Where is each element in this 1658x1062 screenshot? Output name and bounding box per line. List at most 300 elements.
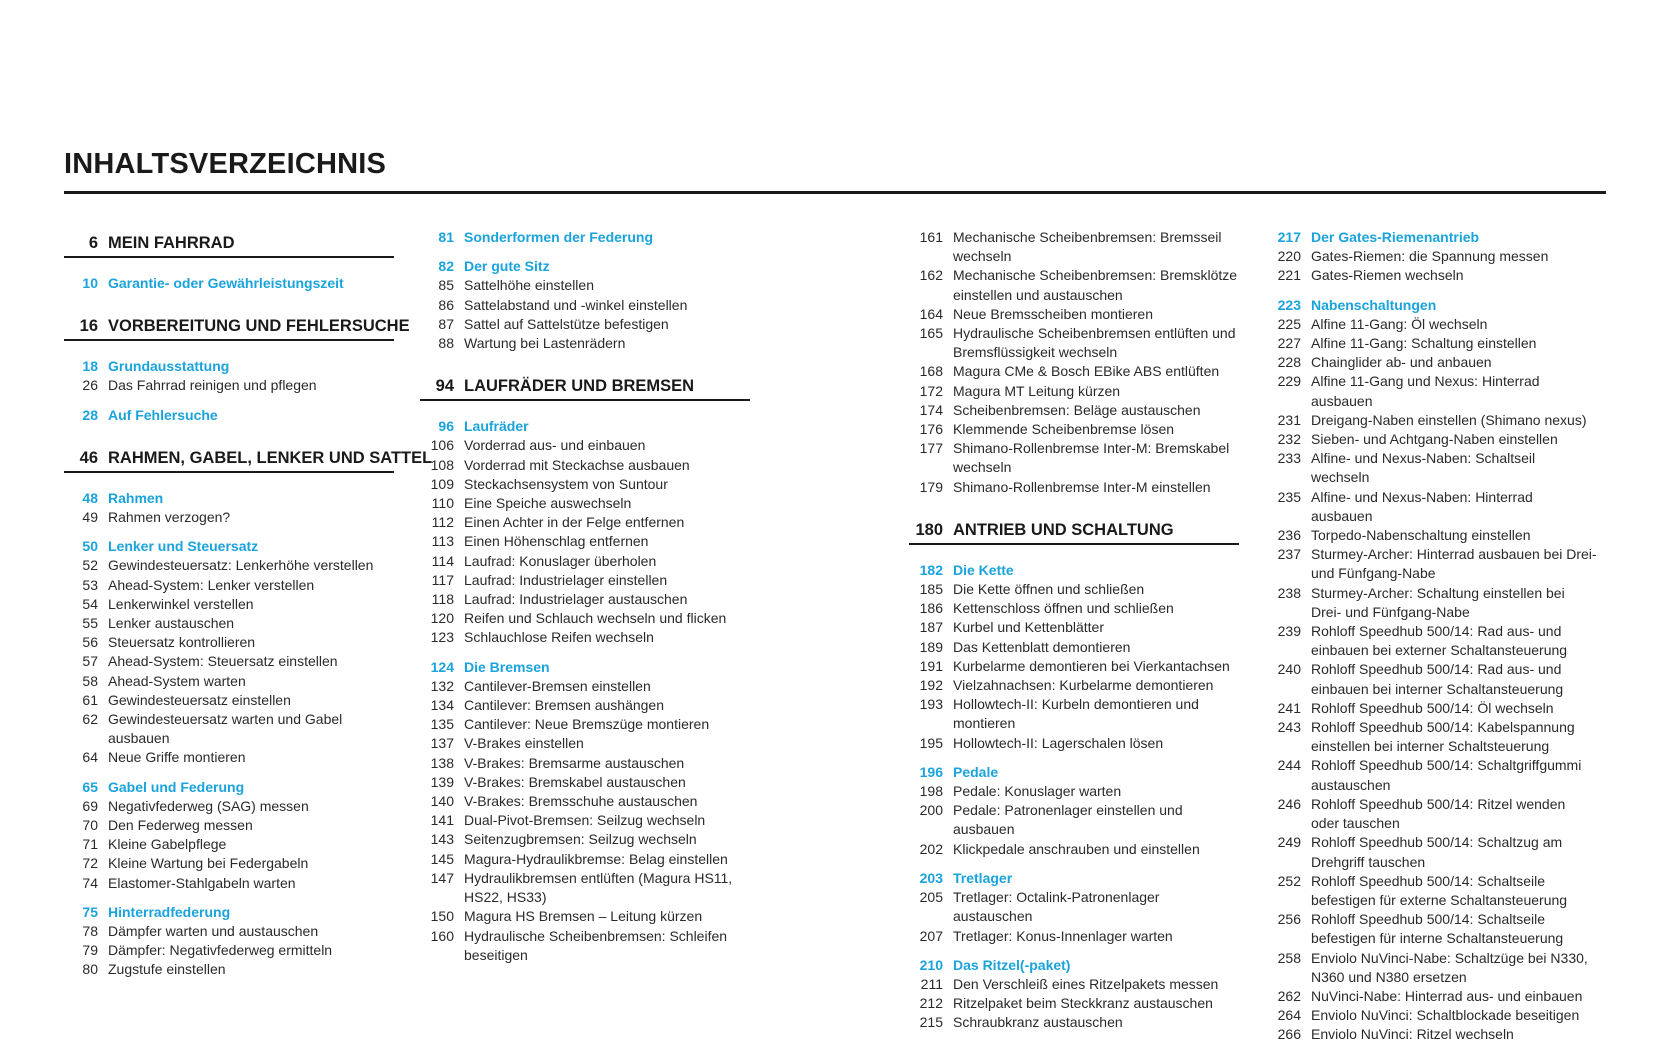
toc-page-number: 46 [79,448,98,467]
toc-entry-text: Seitenzugbremsen: Seilzug wechseln [464,831,697,848]
toc-entry-text: Steckachsensystem von Suntour [464,475,668,492]
toc-page-number: 223 [1277,296,1301,313]
toc-item[interactable] [420,590,750,609]
toc-entry-text: V-Brakes: Bremsschuhe austauschen [464,793,698,810]
toc-item[interactable] [1267,622,1597,660]
toc-entry-text: Der gute Sitz [464,258,550,275]
toc-entry-text: Schraubkranz austauschen [953,1014,1123,1031]
toc-section[interactable] [909,763,1239,782]
toc-entry-text: Grundausstattung [108,358,230,375]
toc-entry-text: Ahead-System: Steuersatz einstellen [108,653,338,670]
toc-page-number: 147 [430,869,454,886]
toc-section[interactable] [909,956,1239,975]
toc-page-number: 211 [920,975,943,992]
toc-page-number: 54 [82,595,98,612]
toc-item[interactable] [64,941,394,960]
toc-item[interactable] [420,677,750,696]
toc-item[interactable] [420,436,750,455]
toc-item[interactable] [909,618,1239,637]
toc-page-number: 196 [919,763,943,780]
toc-page-number: 212 [919,995,943,1012]
toc-entry-text: Auf Fehlersuche [108,406,218,423]
toc-page-number: 203 [919,869,943,886]
toc-item[interactable] [420,773,750,792]
toc-entry-text: Kleine Wartung bei Federgabeln [108,855,309,872]
toc-item[interactable] [64,633,394,652]
toc-page-number: 62 [82,711,98,728]
toc-page-number: 172 [919,382,943,399]
toc-page-number: 70 [82,817,98,834]
toc-item[interactable] [909,734,1239,753]
toc-page-number: 49 [82,509,98,526]
toc-entry-text: Vielzahnachsen: Kurbelarme demontieren [953,677,1214,694]
toc-item[interactable] [1267,526,1597,545]
toc-item[interactable] [1267,353,1597,372]
toc-page-number: 241 [1277,699,1301,716]
toc-item[interactable] [64,710,394,748]
toc-entry-text: Dämpfer warten und austauschen [108,923,319,940]
toc-entry-text: Wartung bei Lastenrädern [464,335,626,352]
toc-entry-text: MEIN FAHRRAD [108,234,235,252]
toc-page-number: 135 [430,716,454,733]
toc-section[interactable] [909,869,1239,888]
toc-section[interactable] [420,417,750,436]
toc-item[interactable] [1267,660,1597,698]
toc-item[interactable] [64,576,394,595]
toc-entry-text: Elastomer-Stahlgabeln warten [108,874,296,891]
toc-page-number: 143 [430,831,454,848]
toc-entry-text: Kleine Gabelpflege [108,836,227,853]
toc-entry-text: Nabenschaltungen [1311,296,1437,313]
toc-item[interactable] [64,922,394,941]
toc-entry-text: Garantie- oder Gewährleistungszeit [108,275,344,291]
toc-page-number: 28 [82,406,98,423]
toc-page-number: 57 [82,653,98,670]
toc-item[interactable] [1267,910,1597,948]
toc-entry-text: Magura HS Bremsen – Leitung kürzen [464,908,703,925]
toc-item[interactable] [420,571,750,590]
toc-page-number: 69 [82,797,98,814]
toc-item[interactable] [909,599,1239,618]
toc-entry-text: Cantilever: Bremsen aushängen [464,697,665,714]
toc-entry-text: Kurbelarme demontieren bei Vierkantachsen [953,657,1230,674]
toc-page-number: 117 [431,571,454,588]
toc-item[interactable] [64,748,394,767]
toc-page-number: 238 [1277,584,1301,601]
toc-entry-text: LAUFRÄDER UND BREMSEN [464,377,695,396]
toc-item[interactable] [420,715,750,734]
toc-item[interactable] [1267,488,1597,526]
toc-entry-text: Tretlager [953,869,1013,886]
toc-page-number: 192 [919,677,943,694]
toc-entry-text: Alfine 11-Gang: Schaltung einstellen [1311,335,1537,352]
toc-item[interactable] [420,850,750,869]
toc-item[interactable] [1267,449,1597,487]
toc-entry-text: Gates-Riemen wechseln [1311,267,1464,284]
toc-item[interactable] [420,754,750,773]
toc-chapter[interactable] [64,228,394,258]
toc-section[interactable] [64,778,394,797]
toc-entry-text: Ahead-System warten [108,672,246,689]
toc-page-number: 85 [438,277,454,294]
toc-page-number: 193 [919,696,943,713]
toc-item[interactable] [420,734,750,753]
toc-entry-text: Ritzelpaket beim Steckkranz austauschen [953,995,1213,1012]
toc-entry-text: Neue Bremsscheiben montieren [953,305,1153,322]
toc-entry-text: Negativfederweg (SAG) messen [108,797,309,814]
toc-item[interactable] [64,652,394,671]
toc-entry-text: Shimano-Rollenbremse Inter-M: Bremskabel wechseln [953,440,1230,476]
toc-entry-text: Rahmen [108,489,164,506]
toc-item[interactable] [909,657,1239,676]
toc-entry-text: Lenkerwinkel verstellen [108,595,254,612]
toc-page-number: 10 [82,275,98,291]
toc-item[interactable] [1267,756,1597,794]
toc-entry-text: Schlauchlose Reifen wechseln [464,629,654,646]
toc-entry-text: Tretlager: Octalink-Patronenlager austauschen [953,889,1160,925]
toc-item[interactable] [420,296,750,315]
toc-entry-text: Rohloff Speedhub 500/14: Schaltzug am Drehgriff tauschen [1311,834,1563,870]
toc-page-number: 150 [430,908,454,925]
toc-entry-text: Rohloff Speedhub 500/14: Öl wechseln [1311,699,1554,716]
toc-item[interactable] [909,975,1239,994]
toc-page-number: 237 [1277,546,1301,563]
toc-chapter[interactable] [64,311,410,341]
toc-page-number: 16 [79,317,98,336]
toc-page-number: 87 [438,315,454,332]
toc-page-number: 64 [82,749,98,766]
toc-section[interactable] [64,489,394,508]
toc-entry-text: Hydraulische Scheibenbremsen: Schleifen beseitigen [464,927,728,963]
toc-item[interactable] [420,609,750,628]
toc-entry-text: Neue Griffe montieren [108,749,246,766]
toc-item[interactable] [64,835,394,854]
toc-page-number: 124 [430,658,454,675]
toc-item[interactable] [909,782,1239,801]
toc-page-number: 110 [431,495,454,512]
toc-item[interactable] [1267,430,1597,449]
toc-entry-text: Hinterradfederung [108,903,231,920]
toc-page-number: 123 [430,629,454,646]
toc-page-number: 118 [431,591,454,608]
toc-item[interactable] [420,475,750,494]
toc-entry-text: Klickpedale anschrauben und einstellen [953,840,1200,857]
toc-section[interactable] [64,357,394,376]
toc-item[interactable] [909,676,1239,695]
toc-item[interactable] [1267,718,1597,756]
toc-entry-text: Der Gates-Riemenantrieb [1311,229,1480,245]
toc-item[interactable] [64,854,394,873]
toc-entry-text: Sattelhöhe einstellen [464,277,594,294]
toc-item[interactable] [1267,1025,1597,1044]
toc-page-number: 246 [1277,795,1301,812]
toc-entry-text: Cantilever: Neue Bremszüge montieren [464,716,710,733]
toc-page-number: 240 [1277,661,1301,678]
toc-entry-text: Rohloff Speedhub 500/14: Rad aus- und einbauen bei externer Schaltansteuerung [1311,623,1568,659]
toc-item[interactable] [64,508,394,527]
toc-section[interactable] [909,561,1239,580]
toc-item[interactable] [420,276,750,295]
toc-entry-text: Vorderrad aus- und einbauen [464,437,646,454]
toc-item[interactable] [420,907,750,926]
toc-item[interactable] [420,513,750,532]
toc-item[interactable] [1267,872,1597,910]
toc-item[interactable] [1267,247,1597,266]
toc-item[interactable] [1267,315,1597,334]
toc-chapter[interactable] [909,515,1239,545]
toc-item[interactable] [909,695,1239,733]
toc-page-number: 65 [82,778,98,795]
toc-page-number: 232 [1277,431,1301,448]
toc-page-number: 256 [1277,911,1301,928]
toc-entry-text: Reifen und Schlauch wechseln und flicken [464,610,727,627]
toc-item[interactable] [1267,795,1597,833]
toc-item[interactable] [1267,372,1597,410]
toc-entry-text: Kurbel und Kettenblätter [953,619,1104,636]
toc-column-2 [420,228,750,965]
toc-page-number: 176 [919,421,943,438]
toc-item[interactable] [420,927,750,965]
toc-item[interactable] [420,696,750,715]
toc-page-number: 108 [430,456,454,473]
toc-column-4 [1267,228,1597,1045]
toc-entry-text: Die Kette [953,561,1014,578]
toc-item[interactable] [909,478,1239,497]
toc-page-number: 262 [1277,987,1301,1004]
toc-page-number: 179 [919,478,943,495]
toc-page-number: 18 [82,358,98,375]
toc-item[interactable] [909,305,1239,324]
toc-entry-text: Lenker und Steuersatz [108,538,259,555]
toc-section[interactable] [420,228,750,247]
toc-page-number: 120 [430,610,454,627]
toc-page-number: 227 [1277,335,1301,352]
toc-item[interactable] [1267,266,1597,285]
toc-entry-text: Hydraulische Scheibenbremsen entlüften und Bremsflüssigkeit wechseln [953,325,1236,361]
toc-page-number: 50 [82,538,98,555]
toc-entry-text: Enviolo NuVinci: Ritzel wechseln [1311,1026,1514,1043]
toc-entry-text: Dreigang-Naben einstellen (Shimano nexus) [1311,411,1587,428]
toc-item[interactable] [909,840,1239,859]
toc-entry-text: Mechanische Scheibenbremsen: Bremsseil wechseln [953,229,1222,265]
toc-entry-text: Cantilever-Bremsen einstellen [464,677,651,694]
toc-item[interactable] [64,556,394,575]
toc-entry-text: Magura-Hydraulikbremse: Belag einstellen [464,850,728,867]
toc-page-number: 139 [430,773,454,790]
toc-item[interactable] [420,792,750,811]
toc-page-number: 202 [919,840,943,857]
toc-item[interactable] [64,595,394,614]
toc-page-number: 52 [82,557,98,574]
toc-item[interactable] [420,869,750,907]
toc-item[interactable] [1267,949,1597,987]
toc-entry-text: Sattelabstand und -winkel einstellen [464,296,688,313]
toc-page-number: 225 [1277,315,1301,332]
toc-item[interactable] [909,638,1239,657]
toc-item[interactable] [1267,833,1597,871]
toc-entry-text: Steuersatz kontrollieren [108,634,256,651]
toc-item[interactable] [420,334,750,353]
toc-page-number: 266 [1277,1026,1301,1043]
toc-item[interactable] [64,874,394,893]
toc-item[interactable] [909,324,1239,362]
toc-entry-text: Magura MT Leitung kürzen [953,382,1121,399]
toc-entry-text: Rohloff Speedhub 500/14: Schaltgriffgummi austauschen [1311,757,1582,793]
toc-page-number: 249 [1277,834,1301,851]
toc-entry-text: Den Verschleiß eines Ritzelpakets messen [953,975,1219,992]
toc-item[interactable] [420,456,750,475]
toc-item[interactable] [64,691,394,710]
toc-entry-text: Rahmen verzogen? [108,509,231,526]
toc-item[interactable] [909,801,1239,839]
toc-entry-text: Laufrad: Konuslager überholen [464,552,657,569]
toc-chapter[interactable] [64,443,433,473]
toc-page-number: 138 [430,754,454,771]
toc-page-number: 182 [919,561,943,578]
toc-item[interactable] [420,552,750,571]
toc-item[interactable] [1267,584,1597,622]
toc-item[interactable] [64,672,394,691]
toc-entry-text: Rohloff Speedhub 500/14: Schaltseile befestigen für externe Schaltansteuerung [1311,872,1568,908]
toc-page-number: 264 [1277,1007,1301,1024]
toc-entry-text: Alfine- und Nexus-Naben: Hinterrad ausbauen [1311,488,1533,524]
toc-section[interactable] [64,274,394,293]
toc-entry-text: V-Brakes: Bremsarme austauschen [464,754,685,771]
toc-section[interactable] [420,658,750,677]
toc-item[interactable] [64,816,394,835]
toc-item[interactable] [64,376,394,395]
toc-entry-text: Zugstufe einstellen [108,961,226,978]
toc-item[interactable] [1267,987,1597,1006]
toc-page-number: 26 [82,377,98,394]
toc-item[interactable] [909,420,1239,439]
toc-item[interactable] [909,401,1239,420]
toc-page-number: 88 [438,335,454,352]
toc-section[interactable] [64,537,394,556]
toc-page-number: 94 [435,377,454,396]
toc-entry-text: Enviolo NuVinci: Schaltblockade beseitigen [1311,1007,1580,1024]
toc-item[interactable] [420,315,750,334]
toc-item[interactable] [64,960,394,979]
toc-page-number: 161 [919,229,943,245]
toc-section[interactable] [64,903,394,922]
toc-page-number: 180 [915,520,943,539]
toc-entry-text: V-Brakes: Bremskabel austauschen [464,773,686,790]
toc-page-number: 55 [82,615,98,632]
toc-page-number: 185 [919,581,943,598]
toc-page-number: 109 [430,475,454,492]
toc-page-number: 205 [919,889,943,906]
toc-item[interactable] [64,614,394,633]
toc-page-number: 235 [1277,488,1301,505]
toc-item[interactable] [909,580,1239,599]
toc-page-number: 78 [82,923,98,940]
toc-page-number: 198 [919,783,943,800]
toc-entry-text: Einen Höhenschlag entfernen [464,533,649,550]
toc-page-number: 231 [1277,411,1301,428]
toc-entry-text: Pedale: Patronenlager einstellen und ausbauen [953,802,1183,838]
toc-page-number: 134 [430,697,454,714]
toc-item[interactable] [420,532,750,551]
toc-item[interactable] [909,1013,1239,1032]
toc-page-number: 200 [919,802,943,819]
toc-item[interactable] [1267,411,1597,430]
toc-item[interactable] [909,927,1239,946]
toc-entry-text: Lenker austauschen [108,615,235,632]
toc-item[interactable] [420,628,750,647]
toc-page-number: 239 [1277,623,1301,640]
toc-page-number: 220 [1277,248,1301,265]
toc-item[interactable] [909,439,1239,477]
toc-entry-text: Vorderrad mit Steckachse ausbauen [464,456,690,473]
toc-entry-text: Gewindesteuersatz einstellen [108,691,291,708]
toc-page-number: 221 [1277,267,1301,284]
toc-entry-text: Alfine 11-Gang: Öl wechseln [1311,315,1488,332]
toc-entry-text: Die Bremsen [464,658,550,675]
toc-entry-text: VORBEREITUNG UND FEHLERSUCHE [108,317,410,336]
toc-item[interactable] [909,382,1239,401]
toc-entry-text: Pedale: Konuslager warten [953,783,1122,800]
toc-page-number: 106 [430,437,454,454]
toc-page-number: 189 [919,638,943,655]
toc-section[interactable] [1267,296,1597,315]
toc-chapter[interactable] [420,371,750,401]
toc-item[interactable] [64,797,394,816]
toc-page-number: 177 [919,440,943,457]
toc-item[interactable] [420,494,750,513]
toc-item[interactable] [909,362,1239,381]
toc-column-3 [909,228,1239,1033]
toc-item[interactable] [909,228,1239,266]
toc-page-number: 215 [919,1014,943,1031]
toc-item[interactable] [909,266,1239,304]
toc-entry-text: Rohloff Speedhub 500/14: Rad aus- und einbauen bei interner Schaltansteuerung [1311,661,1564,697]
toc-section[interactable] [420,257,750,276]
toc-page-number: 114 [431,552,454,569]
toc-page-number: 72 [82,855,98,872]
toc-item[interactable] [420,830,750,849]
toc-page-number: 71 [82,836,98,853]
toc-item[interactable] [909,994,1239,1013]
toc-page-number: 243 [1277,719,1301,736]
toc-item[interactable] [1267,545,1597,583]
toc-page-number: 140 [430,793,454,810]
toc-entry-text: Dämpfer: Negativfederweg ermitteln [108,942,333,959]
toc-section[interactable] [1267,228,1597,247]
toc-entry-text: Hydraulikbremsen entlüften (Magura HS11, HS22, HS33) [464,869,733,906]
toc-page-number: 80 [82,961,98,978]
toc-item[interactable] [1267,334,1597,353]
toc-section[interactable] [64,406,394,425]
toc-page-number: 113 [431,533,454,550]
toc-entry-text: Pedale [953,763,999,780]
toc-item[interactable] [909,888,1239,926]
toc-item[interactable] [420,811,750,830]
toc-page-number: 75 [82,903,98,920]
toc-page-number: 165 [919,325,943,342]
toc-page-number: 164 [919,305,943,322]
toc-entry-text: Kettenschloss öffnen und schließen [953,600,1174,617]
toc-entry-text: Alfine- und Nexus-Naben: Schaltseil wechseln [1311,450,1536,486]
toc-column-1 [64,228,433,980]
toc-item[interactable] [1267,699,1597,718]
toc-page-number: 168 [919,363,943,380]
toc-entry-text: RAHMEN, GABEL, LENKER UND SATTEL [108,448,433,467]
toc-item[interactable] [1267,1006,1597,1025]
toc-page-number: 141 [430,812,454,829]
toc-page-number: 217 [1277,229,1301,245]
toc-entry-text: Rohloff Speedhub 500/14: Ritzel wenden oder tauschen [1311,795,1566,832]
